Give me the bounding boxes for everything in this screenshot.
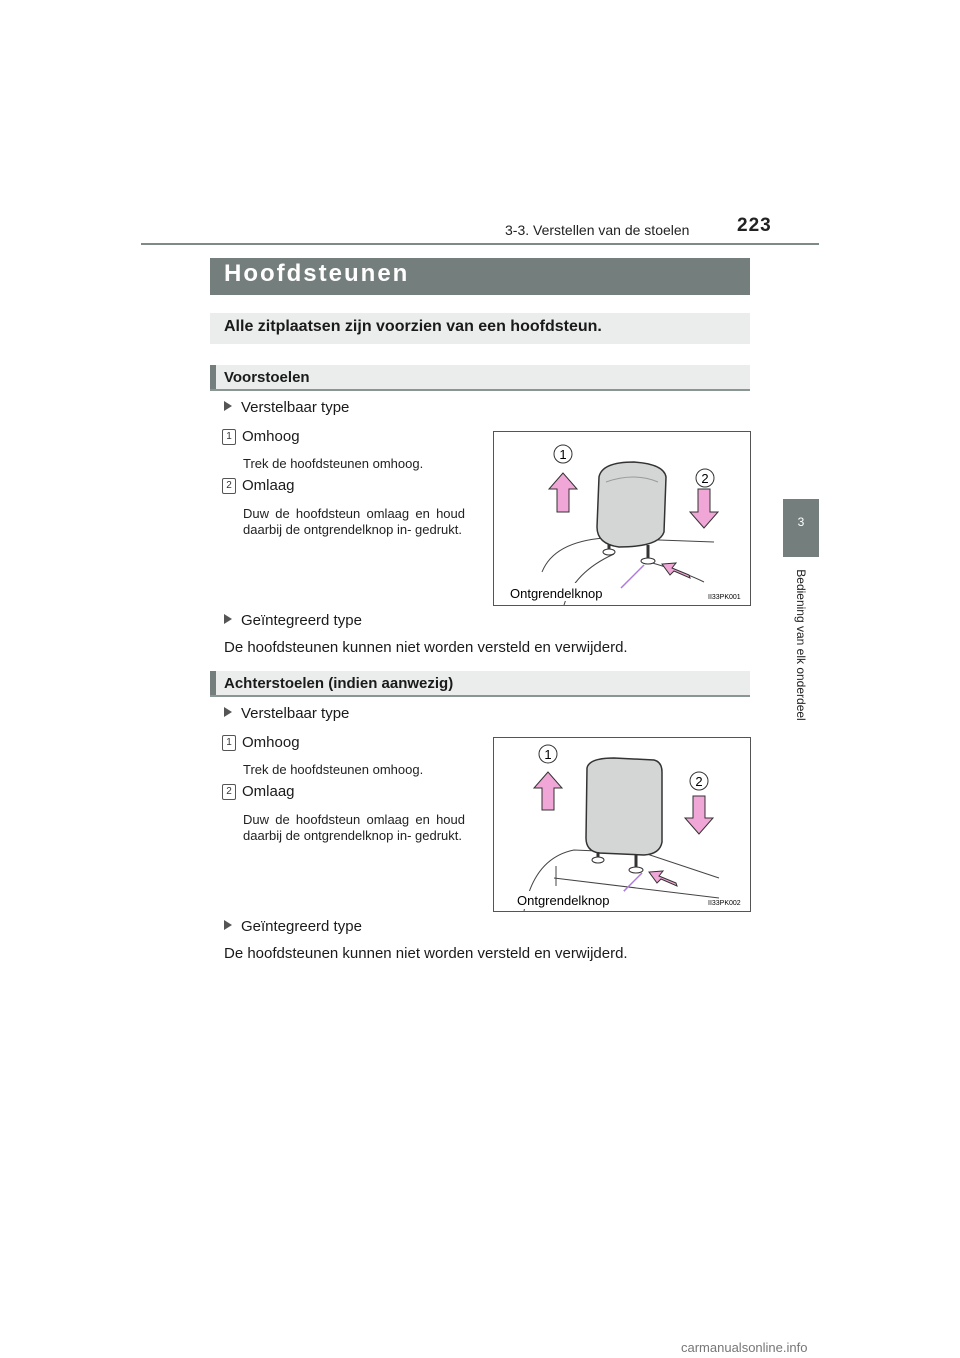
chapter-tab-label: Bediening van elk onderdeel [794,569,808,721]
item-title: Omlaag [242,477,295,494]
callout-2: 2 [701,471,709,486]
release-button-label: Ontgrendelknop [517,893,610,908]
adjustable-type-text: Verstelbaar type [241,399,350,416]
number-icon-1: 1 [222,429,236,445]
integrated-type-text: Geïntegreerd type [241,918,362,935]
header-rule [141,243,819,245]
section-heading: Achterstoelen (indien aanwezig) [224,675,454,692]
chapter-tab-number: 3 [797,515,805,529]
item-title: Omlaag [242,783,295,800]
callout-1: 1 [559,447,567,462]
figure-code: II33PK001 [708,594,741,601]
integrated-type-label [224,612,362,629]
item-description: Duw de hoofdsteun omlaag en houd daarbij de ontgrendelknop in- gedrukt. [243,506,465,537]
integrated-type-label [224,918,362,935]
callout-1: 1 [544,747,552,762]
integrated-type-text: Geïntegreerd type [241,612,362,629]
release-button-label: Ontgrendelknop [510,586,603,601]
page-number: 223 [737,215,772,236]
section-header-rule [210,695,750,697]
bullet-triangle-icon [224,920,232,930]
item-description: Trek de hoofdsteunen omhoog. [243,762,424,777]
adjustable-type-label [224,705,349,722]
intro-text: Alle zitplaatsen zijn voorzien van een hoofdsteun. [224,318,602,335]
item-description: Trek de hoofdsteunen omhoog. [243,456,424,471]
section-heading: Voorstoelen [224,369,310,386]
headrest-drawing [494,432,750,605]
number-icon-1: 1 [222,735,236,751]
section-header-rule [210,389,750,391]
callout-2: 2 [695,774,703,789]
adjustable-type-text: Verstelbaar type [241,705,350,722]
integrated-type-description: De hoofdsteunen kunnen niet worden versteld en verwijderd. [224,639,628,656]
number-icon-2: 2 [222,784,236,800]
item-title: Omhoog [242,734,300,751]
page-title: Hoofdsteunen [224,260,410,287]
bullet-triangle-icon [224,707,232,717]
watermark: carmanualsonline.info [681,1340,808,1355]
adjustable-type-label [224,399,349,416]
section-header-accent [210,365,216,391]
headrest-illustration-rear [493,737,751,912]
bullet-triangle-icon [224,614,232,624]
integrated-type-description: De hoofdsteunen kunnen niet worden versteld en verwijderd. [224,945,628,962]
figure-code: II33PK002 [708,900,741,907]
bullet-triangle-icon [224,401,232,411]
header-section-title: 3-3. Verstellen van de stoelen [505,222,690,238]
headrest-drawing [494,738,750,911]
number-icon-2: 2 [222,478,236,494]
section-header-accent [210,671,216,697]
item-description: Duw de hoofdsteun omlaag en houd daarbij de ontgrendelknop in- gedrukt. [243,812,465,843]
headrest-illustration-front [493,431,751,606]
item-title: Omhoog [242,428,300,445]
